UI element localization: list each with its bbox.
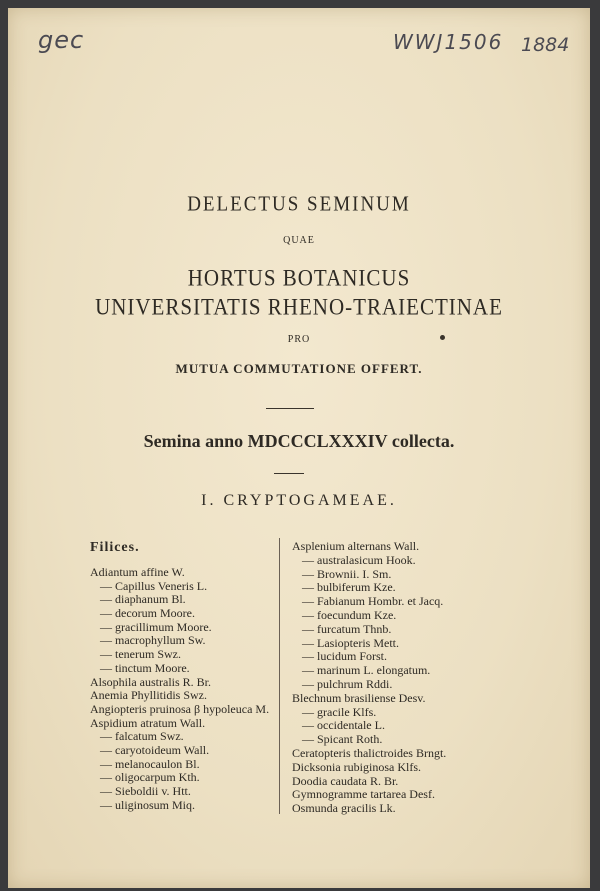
list-item: — macrophyllum Sw.: [100, 633, 206, 648]
handwritten-year: 1884: [521, 34, 570, 56]
section-heading: I. CRYPTOGAMEAE.: [201, 492, 397, 509]
list-item: — lucidum Forst.: [302, 649, 388, 664]
column-divider: [279, 538, 280, 814]
ink-spot: [440, 335, 445, 340]
list-item: — Capillus Veneris L.: [100, 578, 208, 593]
list-item: — furcatum Thnb.: [302, 621, 392, 636]
list-item: — tenerum Swz.: [100, 647, 181, 662]
list-item: Dicksonia rubiginosa Klfs.: [292, 759, 421, 774]
list-item: — Spicant Roth.: [302, 732, 383, 747]
list-item: — gracillimum Moore.: [100, 619, 212, 634]
list-item: Osmunda gracilis Lk.: [292, 801, 396, 816]
list-item: Anemia Phyllitidis Swz.: [90, 688, 207, 703]
list-item: Adiantum affine W.: [90, 565, 185, 579]
list-item: — tinctum Moore.: [100, 660, 190, 675]
list-item: Alsophila australis R. Br.: [90, 674, 211, 689]
title-line-4: UNIVERSITATIS RHENO-TRAIECTINAE: [95, 293, 503, 321]
right-column: [292, 540, 446, 816]
divider-rule: [266, 408, 314, 409]
list-item: — occidentale L.: [302, 718, 385, 733]
list-item: — bulbiferum Kze.: [302, 580, 396, 595]
list-item: — pulchrum Rddi.: [302, 676, 393, 691]
document-page: [8, 8, 590, 888]
list-item: Gymnogramme tartarea Desf.: [292, 787, 435, 802]
list-item: — caryotoideum Wall.: [100, 742, 210, 757]
handwritten-call-number: WWJ1506: [393, 30, 504, 54]
title-line-3: HORTUS BOTANICUS: [187, 264, 411, 292]
title-line-1: DELECTUS SEMINUM: [187, 192, 411, 216]
list-item: — foecundum Kze.: [302, 607, 397, 622]
list-item: — gracile Klfs.: [302, 704, 377, 719]
list-item: — diaphanum Bl.: [100, 592, 186, 607]
list-item: — falcatum Swz.: [100, 729, 184, 744]
list-item: — oligocarpum Kth.: [100, 770, 200, 785]
list-item: Asplenium alternans Wall.: [292, 539, 420, 553]
list-item: — marinum L. elongatum.: [302, 663, 431, 678]
list-item: — Brownii. I. Sm.: [302, 566, 392, 581]
list-item: — melanocaulon Bl.: [100, 756, 200, 771]
list-item: — Fabianum Hombr. et Jacq.: [302, 594, 444, 609]
divider-rule: [274, 473, 304, 474]
list-item: Doodia caudata R. Br.: [292, 773, 399, 788]
title-line-2: QUAE: [283, 235, 315, 246]
title-line-6: MUTUA COMMUTATIONE OFFERT.: [175, 361, 423, 376]
subtitle: Semina anno MDCCCLXXXIV collecta.: [143, 431, 455, 451]
list-item: — uliginosum Miq.: [100, 797, 196, 812]
list-item: — australasicum Hook.: [302, 552, 416, 567]
list-item: Ceratopteris thalictroides Brngt.: [292, 745, 447, 760]
subsection-heading: Filices.: [90, 540, 140, 555]
list-item: Blechnum brasiliense Desv.: [292, 690, 426, 705]
left-column: [90, 540, 269, 812]
list-item: Angiopteris pruinosa β hypoleuca M.: [90, 701, 270, 716]
title-line-5: PRO: [287, 334, 311, 345]
list-item: Aspidium atratum Wall.: [90, 715, 206, 730]
list-item: — decorum Moore.: [100, 606, 195, 621]
list-item: — Lasiopteris Mett.: [302, 635, 399, 650]
list-item: — Sieboldii v. Htt.: [100, 784, 191, 798]
handwritten-initials: gec: [38, 26, 85, 54]
